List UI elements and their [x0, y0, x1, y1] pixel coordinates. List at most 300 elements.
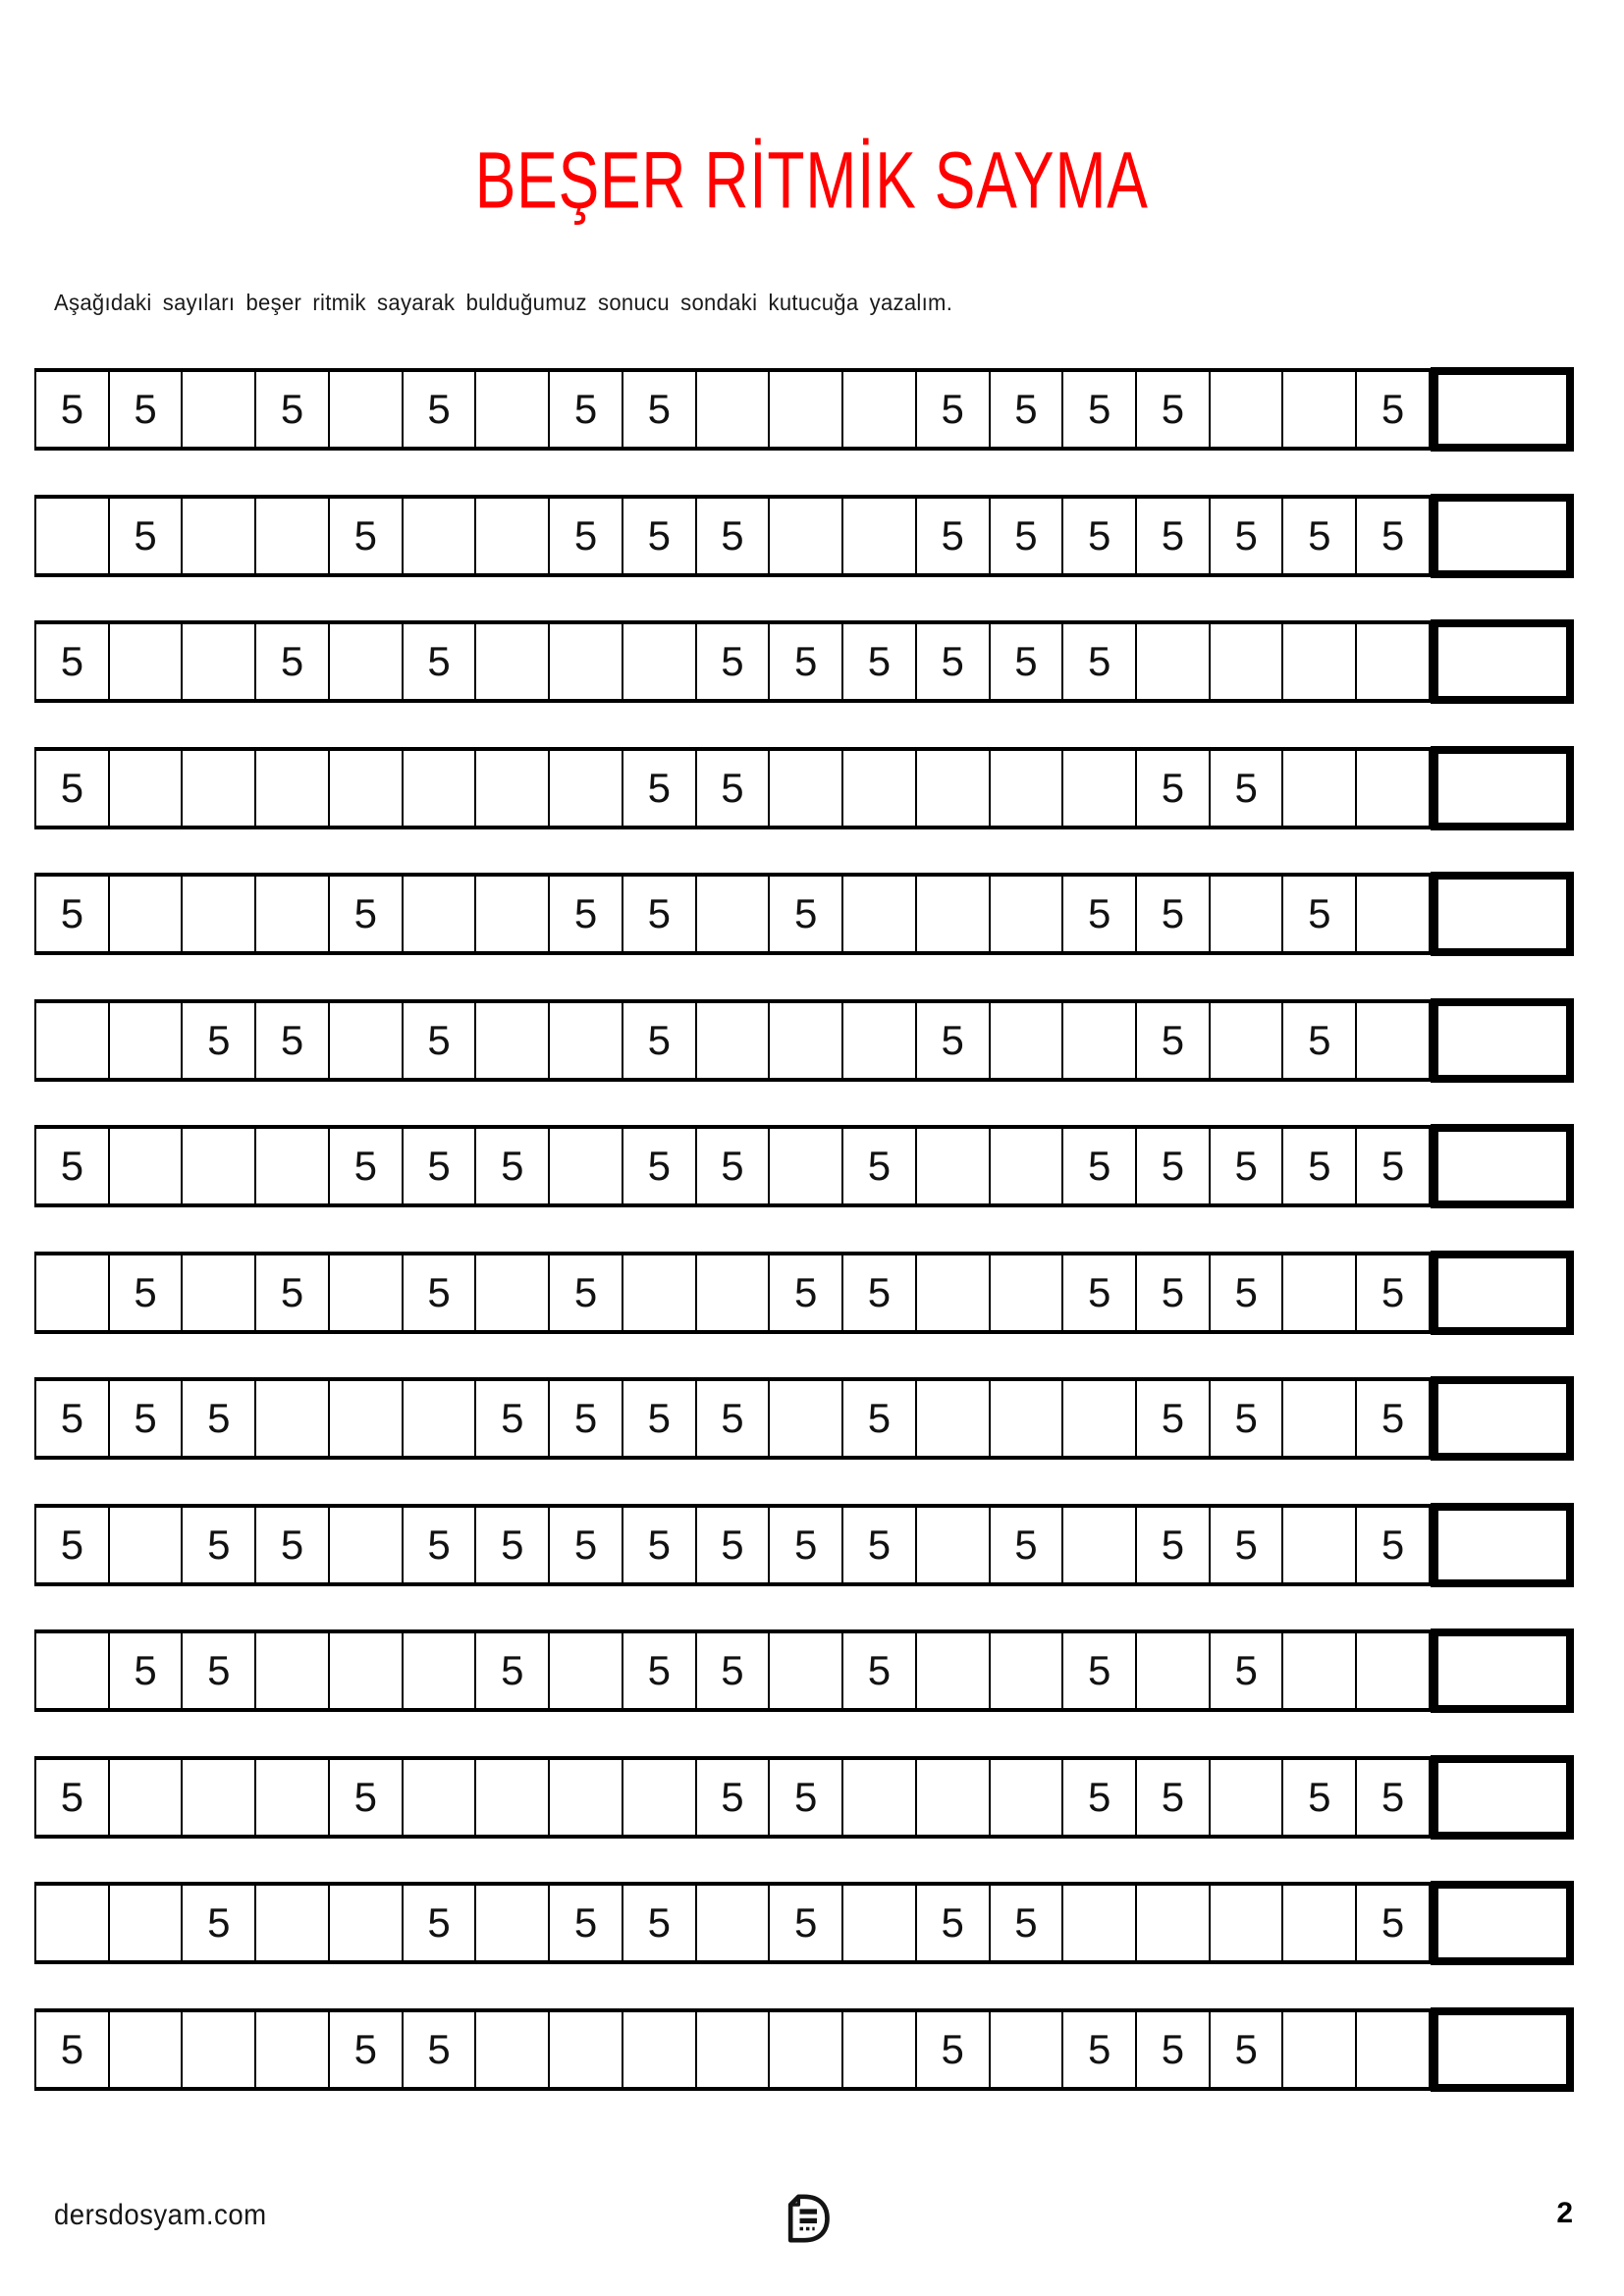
grid-cell-empty — [404, 751, 477, 826]
grid-cell-filled: 5 — [110, 1633, 184, 1708]
grid-cell-filled: 5 — [110, 372, 184, 447]
grid-row — [34, 1755, 1574, 1840]
grid-cell-empty — [183, 1129, 256, 1203]
grid-cell-filled: 5 — [917, 2012, 991, 2087]
grid-cell-filled: 5 — [991, 1886, 1064, 1960]
grid-cell-filled: 5 — [476, 1381, 550, 1456]
grid-cell-empty — [770, 751, 843, 826]
grid-cell-filled: 5 — [623, 1508, 697, 1582]
grid-cell-filled: 5 — [404, 1886, 477, 1960]
instruction-text: Aşağıdaki sayıları beşer ritmik sayarak bulduğumuz sonucu sondaki kutucuğa yazalım. — [54, 290, 953, 315]
grid-cell-filled: 5 — [183, 1003, 256, 1078]
grid-cell-filled: 5 — [550, 1255, 623, 1330]
grid-cell-filled: 5 — [1380, 1395, 1405, 1441]
grid-cell-filled: 5 — [1063, 1129, 1137, 1203]
grid-cell-empty — [183, 1255, 256, 1330]
grid-cell-empty — [1211, 1003, 1284, 1078]
grid-cell-filled: 5 — [550, 1886, 623, 1960]
cell-strip — [34, 620, 1431, 703]
grid-cell-empty — [476, 751, 550, 826]
grid-cell-filled: 5 — [1137, 1381, 1211, 1456]
grid-cell-empty — [36, 1886, 110, 1960]
grid-row — [34, 1124, 1574, 1208]
grid-cell-filled: 5 — [1063, 1633, 1137, 1708]
grid-cell-filled: 5 — [550, 499, 623, 573]
answer-box[interactable] — [1431, 2007, 1574, 2092]
grid-cell-filled: 5 — [1137, 499, 1211, 573]
grid-cell-empty — [843, 2012, 917, 2087]
grid-cell-empty — [550, 751, 623, 826]
grid-cell-filled: 5 — [1137, 1255, 1211, 1330]
grid-cell-filled: 5 — [110, 1381, 184, 1456]
grid-cell-empty — [917, 1760, 991, 1835]
grid-cell-empty — [110, 751, 184, 826]
grid-cell-filled: 5 — [1063, 1255, 1137, 1330]
cell-strip — [34, 1377, 1431, 1460]
grid-cell-empty — [183, 624, 256, 699]
grid-cell-empty — [256, 2012, 330, 2087]
grid-cell-filled: 5 — [550, 372, 623, 447]
grid-cell-filled: 5 — [623, 877, 697, 951]
grid-cell-empty — [476, 1003, 550, 1078]
grid-cell-filled: 5 — [183, 1886, 256, 1960]
grid-cell-empty — [917, 1129, 991, 1203]
grid-cell-empty — [404, 1633, 477, 1708]
grid-cell-filled: 5 — [770, 877, 843, 951]
grid-cell-empty — [770, 1003, 843, 1078]
grid-cell-empty — [1283, 1255, 1357, 1330]
grid-cell-empty — [36, 1003, 110, 1078]
grid-cell-filled: 5 — [1137, 1129, 1211, 1203]
grid-cell-filled: 5 — [36, 1760, 110, 1835]
cell-strip — [34, 1756, 1431, 1839]
grid-cell-filled: 5 — [1063, 624, 1137, 699]
grid-cell-filled: 5 — [256, 1255, 330, 1330]
grid-cell-filled: 5 — [1211, 1508, 1284, 1582]
answer-box[interactable] — [1431, 1629, 1574, 1713]
cell-strip — [34, 747, 1431, 829]
grid-cell-empty — [330, 624, 404, 699]
grid-cell-filled: 5 — [1211, 1381, 1284, 1456]
grid-cell-filled: 5 — [623, 1886, 697, 1960]
grid-cell-filled: 5 — [36, 624, 110, 699]
grid-cell-empty — [1063, 1508, 1137, 1582]
grid-cell-filled: 5 — [330, 499, 404, 573]
grid-cell-filled: 5 — [1137, 877, 1211, 951]
grid-cell-filled: 5 — [1137, 1508, 1211, 1582]
grid-cell-empty — [1283, 1381, 1357, 1456]
grid-cell-empty — [404, 877, 477, 951]
cell-strip — [34, 1125, 1431, 1207]
grid-cell-filled: 5 — [917, 1886, 991, 1960]
grid-cell-filled: 5 — [623, 1129, 697, 1203]
cell-strip — [34, 873, 1431, 955]
grid-cell-empty — [476, 624, 550, 699]
grid-cell-filled: 5 — [1211, 1633, 1284, 1708]
grid-cell-filled: 5 — [256, 372, 330, 447]
grid-cell-empty — [1283, 1508, 1357, 1582]
grid-cell-empty — [550, 1129, 623, 1203]
grid-cell-empty — [623, 2012, 697, 2087]
grid-cell-empty — [697, 1255, 771, 1330]
grid-cell-empty — [843, 372, 917, 447]
grid-cell-empty — [1283, 2012, 1357, 2087]
grid-cell-empty — [183, 2012, 256, 2087]
grid-cell-empty — [1283, 624, 1357, 699]
grid-cell-empty — [256, 1633, 330, 1708]
grid-cell-empty — [1283, 1886, 1357, 1960]
grid-cell-filled: 5 — [1283, 1129, 1357, 1203]
grid-cell-filled: 5 — [404, 624, 477, 699]
grid-cell-empty — [1063, 1003, 1137, 1078]
grid-cell-filled: 5 — [36, 1129, 110, 1203]
grid-cell-filled: 5 — [991, 1508, 1064, 1582]
grid-cell-filled: 5 — [1137, 1760, 1211, 1835]
grid-cell-filled: 5 — [404, 1508, 477, 1582]
grid-cell-filled: 5 — [256, 1508, 330, 1582]
grid-row — [34, 1251, 1574, 1335]
grid-cell-empty — [476, 2012, 550, 2087]
grid-cell-empty — [1357, 2012, 1429, 2087]
page-header — [0, 135, 1624, 225]
answer-box[interactable] — [1431, 1124, 1574, 1208]
grid-cell-empty — [1357, 751, 1429, 826]
grid-cell-empty — [110, 1508, 184, 1582]
grid-cell-empty — [183, 1760, 256, 1835]
grid-cell-empty — [256, 1886, 330, 1960]
grid-cell-filled: 5 — [256, 1003, 330, 1078]
grid-cell-filled: 5 — [1283, 1003, 1357, 1078]
grid-cell-filled: 5 — [1211, 1255, 1284, 1330]
answer-box[interactable] — [1431, 619, 1574, 704]
grid-cell-filled: 5 — [697, 1381, 771, 1456]
cell-strip — [34, 1252, 1431, 1334]
cell-strip — [34, 1504, 1431, 1586]
grid-cell-filled: 5 — [1211, 2012, 1284, 2087]
cell-strip — [34, 2008, 1431, 2091]
grid-cell-empty — [550, 2012, 623, 2087]
grid-cell-filled: 5 — [330, 1760, 404, 1835]
grid-cell-empty — [917, 1381, 991, 1456]
grid-cell-empty — [1357, 1633, 1429, 1708]
grid-cell-filled: 5 — [843, 1381, 917, 1456]
grid-cell-filled: 5 — [623, 751, 697, 826]
grid-cell-empty — [843, 1003, 917, 1078]
grid-cell-empty — [330, 1886, 404, 1960]
grid-row — [34, 367, 1574, 452]
grid-row — [34, 494, 1574, 578]
answer-box[interactable] — [1431, 1881, 1574, 1965]
grid-cell-filled: 5 — [1063, 499, 1137, 573]
grid-row — [34, 1629, 1574, 1713]
grid-cell-filled: 5 — [1380, 1899, 1405, 1946]
grid-cell-empty — [1063, 1381, 1137, 1456]
page-title: BEŞER RİTMİK SAYMA — [475, 133, 1149, 226]
answer-box[interactable] — [1431, 1376, 1574, 1461]
grid-cell-empty — [770, 1129, 843, 1203]
answer-box[interactable] — [1431, 494, 1574, 578]
grid-cell-empty — [110, 1760, 184, 1835]
grid-cell-empty — [550, 624, 623, 699]
grid-cell-empty — [256, 1381, 330, 1456]
grid-cell-filled: 5 — [36, 877, 110, 951]
grid-cell-filled: 5 — [770, 1886, 843, 1960]
grid-cell-empty — [697, 372, 771, 447]
grid-cell-filled: 5 — [330, 877, 404, 951]
grid-cell-empty — [991, 751, 1064, 826]
grid-cell-filled: 5 — [1137, 372, 1211, 447]
grid-cell-empty — [330, 751, 404, 826]
grid-row — [34, 872, 1574, 956]
grid-cell-filled: 5 — [476, 1633, 550, 1708]
grid-cell-empty — [183, 877, 256, 951]
grid-cell-empty — [843, 1886, 917, 1960]
grid-cell-filled: 5 — [917, 1003, 991, 1078]
grid-cell-empty — [404, 499, 477, 573]
grid-cell-filled: 5 — [917, 624, 991, 699]
answer-box[interactable] — [1431, 367, 1574, 452]
grid-cell-empty — [330, 372, 404, 447]
grid-cell-empty — [110, 2012, 184, 2087]
grid-cell-empty — [404, 1760, 477, 1835]
grid-cell-empty — [256, 877, 330, 951]
grid-cell-filled: 5 — [1380, 1143, 1405, 1189]
grid-cell-empty — [697, 1886, 771, 1960]
grid-cell-filled: 5 — [991, 624, 1064, 699]
grid-cell-filled: 5 — [623, 1003, 697, 1078]
grid-cell-empty — [1357, 624, 1429, 699]
grid-cell-empty — [991, 1129, 1064, 1203]
grid-cell-filled: 5 — [1283, 499, 1357, 573]
grid-row — [34, 1376, 1574, 1461]
grid-cell-empty — [1357, 877, 1429, 951]
grid-cell-empty — [256, 751, 330, 826]
grid-cell-filled: 5 — [697, 499, 771, 573]
grid-cell-filled: 5 — [1211, 499, 1284, 573]
grid-cell-filled: 5 — [697, 751, 771, 826]
grid-cell-empty — [623, 1760, 697, 1835]
grid-cell-empty — [110, 877, 184, 951]
grid-cell-empty — [770, 1381, 843, 1456]
answer-box[interactable] — [1431, 746, 1574, 830]
grid-cell-filled: 5 — [843, 624, 917, 699]
grid-cell-filled: 5 — [1380, 1521, 1405, 1568]
grid-cell-empty — [770, 1633, 843, 1708]
grid-cell-filled: 5 — [843, 1508, 917, 1582]
grid-cell-filled: 5 — [1380, 511, 1405, 559]
grid-cell-empty — [770, 2012, 843, 2087]
grid-cell-empty — [843, 877, 917, 951]
grid-cell-empty — [256, 1129, 330, 1203]
cell-strip — [34, 368, 1431, 451]
page-footer — [0, 2191, 1624, 2260]
grid-cell-filled: 5 — [917, 372, 991, 447]
grid-cell-filled: 5 — [1283, 1760, 1357, 1835]
grid-cell-filled: 5 — [991, 372, 1064, 447]
grid-cell-empty — [330, 1633, 404, 1708]
grid-cell-filled: 5 — [1380, 1268, 1405, 1315]
cell-strip — [34, 1882, 1431, 1964]
grid-cell-filled: 5 — [183, 1508, 256, 1582]
grid-row — [34, 619, 1574, 704]
grid-cell-empty — [110, 1886, 184, 1960]
document-logo-icon — [776, 2191, 831, 2246]
grid-cell-filled: 5 — [623, 499, 697, 573]
grid-cell-filled: 5 — [770, 624, 843, 699]
grid-cell-filled: 5 — [1211, 751, 1284, 826]
grid-cell-empty — [991, 1760, 1064, 1835]
grid-cell-empty — [770, 499, 843, 573]
grid-cell-filled: 5 — [183, 1633, 256, 1708]
grid-cell-empty — [1063, 1886, 1137, 1960]
grid-cell-empty — [991, 2012, 1064, 2087]
grid-cell-empty — [1137, 1633, 1211, 1708]
grid-cell-empty — [476, 1760, 550, 1835]
grid-cell-empty — [991, 1003, 1064, 1078]
grid-cell-filled: 5 — [843, 1633, 917, 1708]
grid-cell-empty — [991, 1633, 1064, 1708]
grid-cell-empty — [1357, 1003, 1429, 1078]
grid-cell-empty — [1283, 372, 1357, 447]
grid-cell-empty — [623, 1255, 697, 1330]
grid-cell-empty — [991, 1255, 1064, 1330]
grid-cell-empty — [476, 1255, 550, 1330]
grid-cell-filled: 5 — [36, 2012, 110, 2087]
grid-cell-empty — [1211, 1760, 1284, 1835]
grid-cell-filled: 5 — [623, 372, 697, 447]
grid-cell-filled: 5 — [404, 2012, 477, 2087]
grid-cell-filled: 5 — [917, 499, 991, 573]
grid-cell-empty — [330, 1255, 404, 1330]
grid-cell-empty — [697, 1003, 771, 1078]
grid-cell-filled: 5 — [550, 1508, 623, 1582]
grid-cell-filled: 5 — [697, 1633, 771, 1708]
grid-row — [34, 746, 1574, 830]
grid-cell-filled: 5 — [697, 1129, 771, 1203]
grid-cell-empty — [550, 1633, 623, 1708]
grid-cell-empty — [330, 1003, 404, 1078]
grid-cell-empty — [404, 1381, 477, 1456]
grid-row — [34, 1881, 1574, 1965]
grid-cell-filled: 5 — [1211, 1129, 1284, 1203]
grid-cell-filled: 5 — [110, 499, 184, 573]
grid-cell-empty — [1137, 624, 1211, 699]
grid-cell-empty — [550, 1760, 623, 1835]
grid-cell-empty — [36, 499, 110, 573]
grid-cell-filled: 5 — [843, 1129, 917, 1203]
grid-cell-empty — [36, 1633, 110, 1708]
grid-cell-filled: 5 — [770, 1508, 843, 1582]
grid-cell-empty — [991, 877, 1064, 951]
grid-cell-empty — [1211, 624, 1284, 699]
grid-cell-empty — [770, 372, 843, 447]
grid-cell-empty — [330, 1508, 404, 1582]
answer-box[interactable] — [1431, 1755, 1574, 1840]
grid-cell-filled: 5 — [1137, 751, 1211, 826]
cell-strip — [34, 1629, 1431, 1712]
grid-row — [34, 1503, 1574, 1587]
grid-cell-filled: 5 — [36, 1381, 110, 1456]
grid-cell-empty — [917, 1508, 991, 1582]
grid-cell-empty — [843, 499, 917, 573]
answer-box[interactable] — [1431, 998, 1574, 1083]
grid-cell-filled: 5 — [623, 1381, 697, 1456]
grid-cell-empty — [991, 1381, 1064, 1456]
grid-cell-empty — [697, 877, 771, 951]
grid-cell-filled: 5 — [843, 1255, 917, 1330]
grid-cell-empty — [1137, 1886, 1211, 1960]
grid-cell-filled: 5 — [1063, 372, 1137, 447]
grid-cell-filled: 5 — [550, 877, 623, 951]
grid-cell-filled: 5 — [476, 1508, 550, 1582]
worksheet-grid — [34, 367, 1574, 2133]
grid-cell-empty — [256, 1760, 330, 1835]
grid-cell-filled: 5 — [697, 1508, 771, 1582]
grid-cell-filled: 5 — [697, 1760, 771, 1835]
grid-cell-filled: 5 — [256, 624, 330, 699]
grid-cell-filled: 5 — [550, 1381, 623, 1456]
grid-cell-empty — [1283, 751, 1357, 826]
grid-cell-empty — [623, 624, 697, 699]
grid-cell-empty — [550, 1003, 623, 1078]
grid-cell-filled: 5 — [1063, 877, 1137, 951]
grid-cell-empty — [183, 751, 256, 826]
grid-cell-filled: 5 — [991, 499, 1064, 573]
grid-cell-empty — [36, 1255, 110, 1330]
grid-cell-filled: 5 — [1137, 1003, 1211, 1078]
grid-cell-empty — [1283, 1633, 1357, 1708]
grid-cell-empty — [917, 751, 991, 826]
grid-cell-empty — [476, 1886, 550, 1960]
grid-cell-empty — [330, 1381, 404, 1456]
cell-strip — [34, 495, 1431, 577]
grid-cell-empty — [1211, 877, 1284, 951]
grid-cell-empty — [917, 877, 991, 951]
grid-cell-filled: 5 — [623, 1633, 697, 1708]
website-text: dersdosyam.com — [54, 2199, 267, 2231]
grid-cell-filled: 5 — [404, 1003, 477, 1078]
grid-cell-empty — [476, 372, 550, 447]
grid-cell-empty — [476, 499, 550, 573]
grid-cell-filled: 5 — [330, 1129, 404, 1203]
grid-cell-filled: 5 — [1063, 2012, 1137, 2087]
grid-row — [34, 2007, 1574, 2092]
grid-cell-filled: 5 — [1380, 386, 1405, 432]
answer-box[interactable] — [1431, 1251, 1574, 1335]
grid-cell-filled: 5 — [183, 1381, 256, 1456]
grid-cell-filled: 5 — [36, 1508, 110, 1582]
grid-cell-filled: 5 — [404, 1129, 477, 1203]
answer-box[interactable] — [1431, 1503, 1574, 1587]
grid-cell-empty — [843, 1760, 917, 1835]
answer-box[interactable] — [1431, 872, 1574, 956]
page-number: 2 — [1556, 2197, 1573, 2229]
grid-cell-filled: 5 — [476, 1129, 550, 1203]
grid-cell-filled: 5 — [697, 624, 771, 699]
grid-cell-empty — [110, 624, 184, 699]
grid-cell-filled: 5 — [770, 1760, 843, 1835]
grid-cell-empty — [110, 1003, 184, 1078]
grid-cell-filled: 5 — [1137, 2012, 1211, 2087]
grid-cell-filled: 5 — [404, 1255, 477, 1330]
grid-cell-filled: 5 — [1380, 1773, 1405, 1820]
grid-cell-filled: 5 — [1063, 1760, 1137, 1835]
grid-cell-filled: 5 — [36, 372, 110, 447]
grid-cell-filled: 5 — [110, 1255, 184, 1330]
grid-cell-empty — [1211, 372, 1284, 447]
grid-cell-filled: 5 — [404, 372, 477, 447]
grid-cell-empty — [183, 372, 256, 447]
